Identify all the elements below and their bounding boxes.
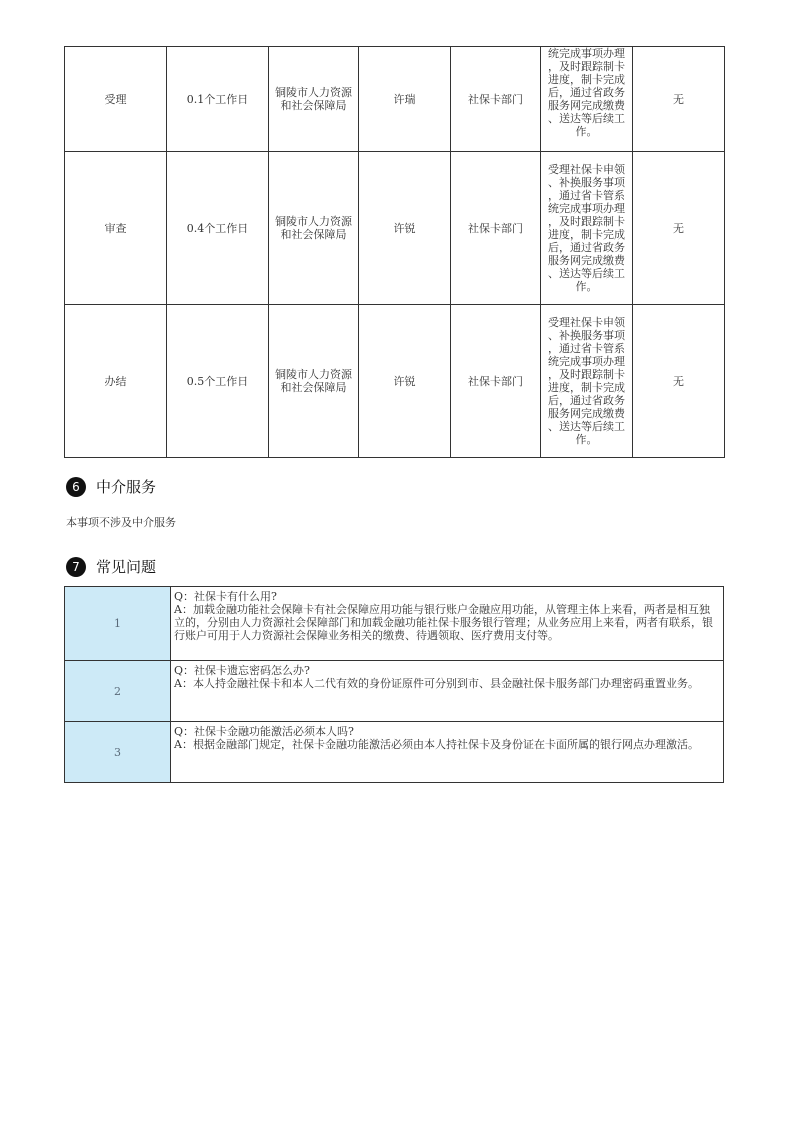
description-line: 后，通过省政务 [548, 86, 625, 99]
process-table [64, 46, 725, 458]
faq-index: 3 [65, 722, 171, 783]
faq-question: Q：社保卡有什么用? [174, 590, 277, 603]
description-cell [541, 305, 633, 458]
description-line: 作。 [575, 433, 598, 446]
description-line: ，及时跟踪制卡 [548, 368, 625, 381]
description-line: 进度，制卡完成 [548, 381, 625, 394]
office-cell: 社保卡部门 [451, 152, 541, 305]
time-limit-cell: 0.4个工作日 [167, 152, 269, 305]
department-cell: 铜陵市人力资源和社会保障局 [269, 305, 359, 458]
description-line: 统完成事项办理 [548, 355, 625, 368]
faq-row [65, 587, 724, 661]
description-line: 、补换服务事项 [548, 176, 625, 189]
description-line: ，通过省卡管系 [548, 189, 625, 202]
section-title: 中介服务 [96, 478, 157, 496]
step-cell: 办结 [65, 305, 167, 458]
department-cell: 铜陵市人力资源和社会保障局 [269, 152, 359, 305]
table-row [65, 152, 725, 305]
description-line: ，及时跟踪制卡 [548, 60, 625, 73]
faq-content [171, 722, 724, 783]
faq-answer: A：加载金融功能社会保障卡有社会保障应用功能与银行账户金融应用功能，从管理主体上来看，两者是相互独立的，分别由人力资源社会保障部门和加载金融功能社保卡服务银行管理；从业务应用上来看，两者有联系，银行账户可用于人力资源社会保障业务相关的缴费、待遇领取、医疗费用支付等。 [174, 603, 713, 642]
time-limit-cell: 0.5个工作日 [167, 305, 269, 458]
description-line: 进度，制卡完成 [548, 73, 625, 86]
description-line: ，及时跟踪制卡 [548, 215, 625, 228]
faq-index: 2 [65, 661, 171, 722]
description-line: 、送达等后续工 [548, 267, 625, 280]
description-line: 作。 [575, 125, 598, 138]
description-line: 受理社保卡申领 [548, 163, 625, 176]
intermediary-section-heading [66, 476, 156, 497]
faq-row [65, 661, 724, 722]
description-line: 后，通过省政务 [548, 241, 625, 254]
faq-row [65, 722, 724, 783]
person-cell: 许锐 [359, 152, 451, 305]
person-cell: 许瑞 [359, 47, 451, 152]
step-cell: 受理 [65, 47, 167, 152]
description-line: 统完成事项办理 [548, 47, 625, 60]
faq-answer: A：本人持金融社保卡和本人二代有效的身份证原件可分别到市、县金融社保卡服务部门办理密码重置业务。 [174, 677, 699, 690]
description-line: 受理社保卡申领 [548, 316, 625, 329]
description-line: 、送达等后续工 [548, 112, 625, 125]
table-row [65, 305, 725, 458]
description-line: 作。 [575, 280, 598, 293]
fee-cell: 无 [633, 305, 725, 458]
step-cell: 审查 [65, 152, 167, 305]
faq-content [171, 587, 724, 661]
table-row [65, 47, 725, 152]
office-cell: 社保卡部门 [451, 305, 541, 458]
intermediary-text: 本事项不涉及中介服务 [66, 516, 176, 529]
faq-question: Q：社保卡金融功能激活必须本人吗? [174, 725, 354, 738]
description-line: 、送达等后续工 [548, 420, 625, 433]
fee-cell: 无 [633, 152, 725, 305]
department-cell: 铜陵市人力资源和社会保障局 [269, 47, 359, 152]
description-line: 统完成事项办理 [548, 202, 625, 215]
section-number-badge: 6 [66, 477, 86, 497]
description-line: 后，通过省政务 [548, 394, 625, 407]
description-line: 服务网完成缴费 [548, 99, 625, 112]
faq-section-heading [66, 556, 156, 577]
faq-index: 1 [65, 587, 171, 661]
description-line: 服务网完成缴费 [548, 254, 625, 267]
section-title: 常见问题 [96, 558, 157, 576]
description-line: 服务网完成缴费 [548, 407, 625, 420]
description-line: ，通过省卡管系 [548, 342, 625, 355]
description-cell [541, 152, 633, 305]
section-number-badge: 7 [66, 557, 86, 577]
faq-content [171, 661, 724, 722]
description-cell [541, 47, 633, 152]
person-cell: 许锐 [359, 305, 451, 458]
faq-table [64, 586, 724, 783]
description-line: 、补换服务事项 [548, 329, 625, 342]
faq-answer: A：根据金融部门规定，社保卡金融功能激活必须由本人持社保卡及身份证在卡面所属的银行网点办理激活。 [174, 738, 699, 751]
faq-question: Q：社保卡遗忘密码怎么办? [174, 664, 310, 677]
description-line: 进度，制卡完成 [548, 228, 625, 241]
time-limit-cell: 0.1个工作日 [167, 47, 269, 152]
office-cell: 社保卡部门 [451, 47, 541, 152]
fee-cell: 无 [633, 47, 725, 152]
